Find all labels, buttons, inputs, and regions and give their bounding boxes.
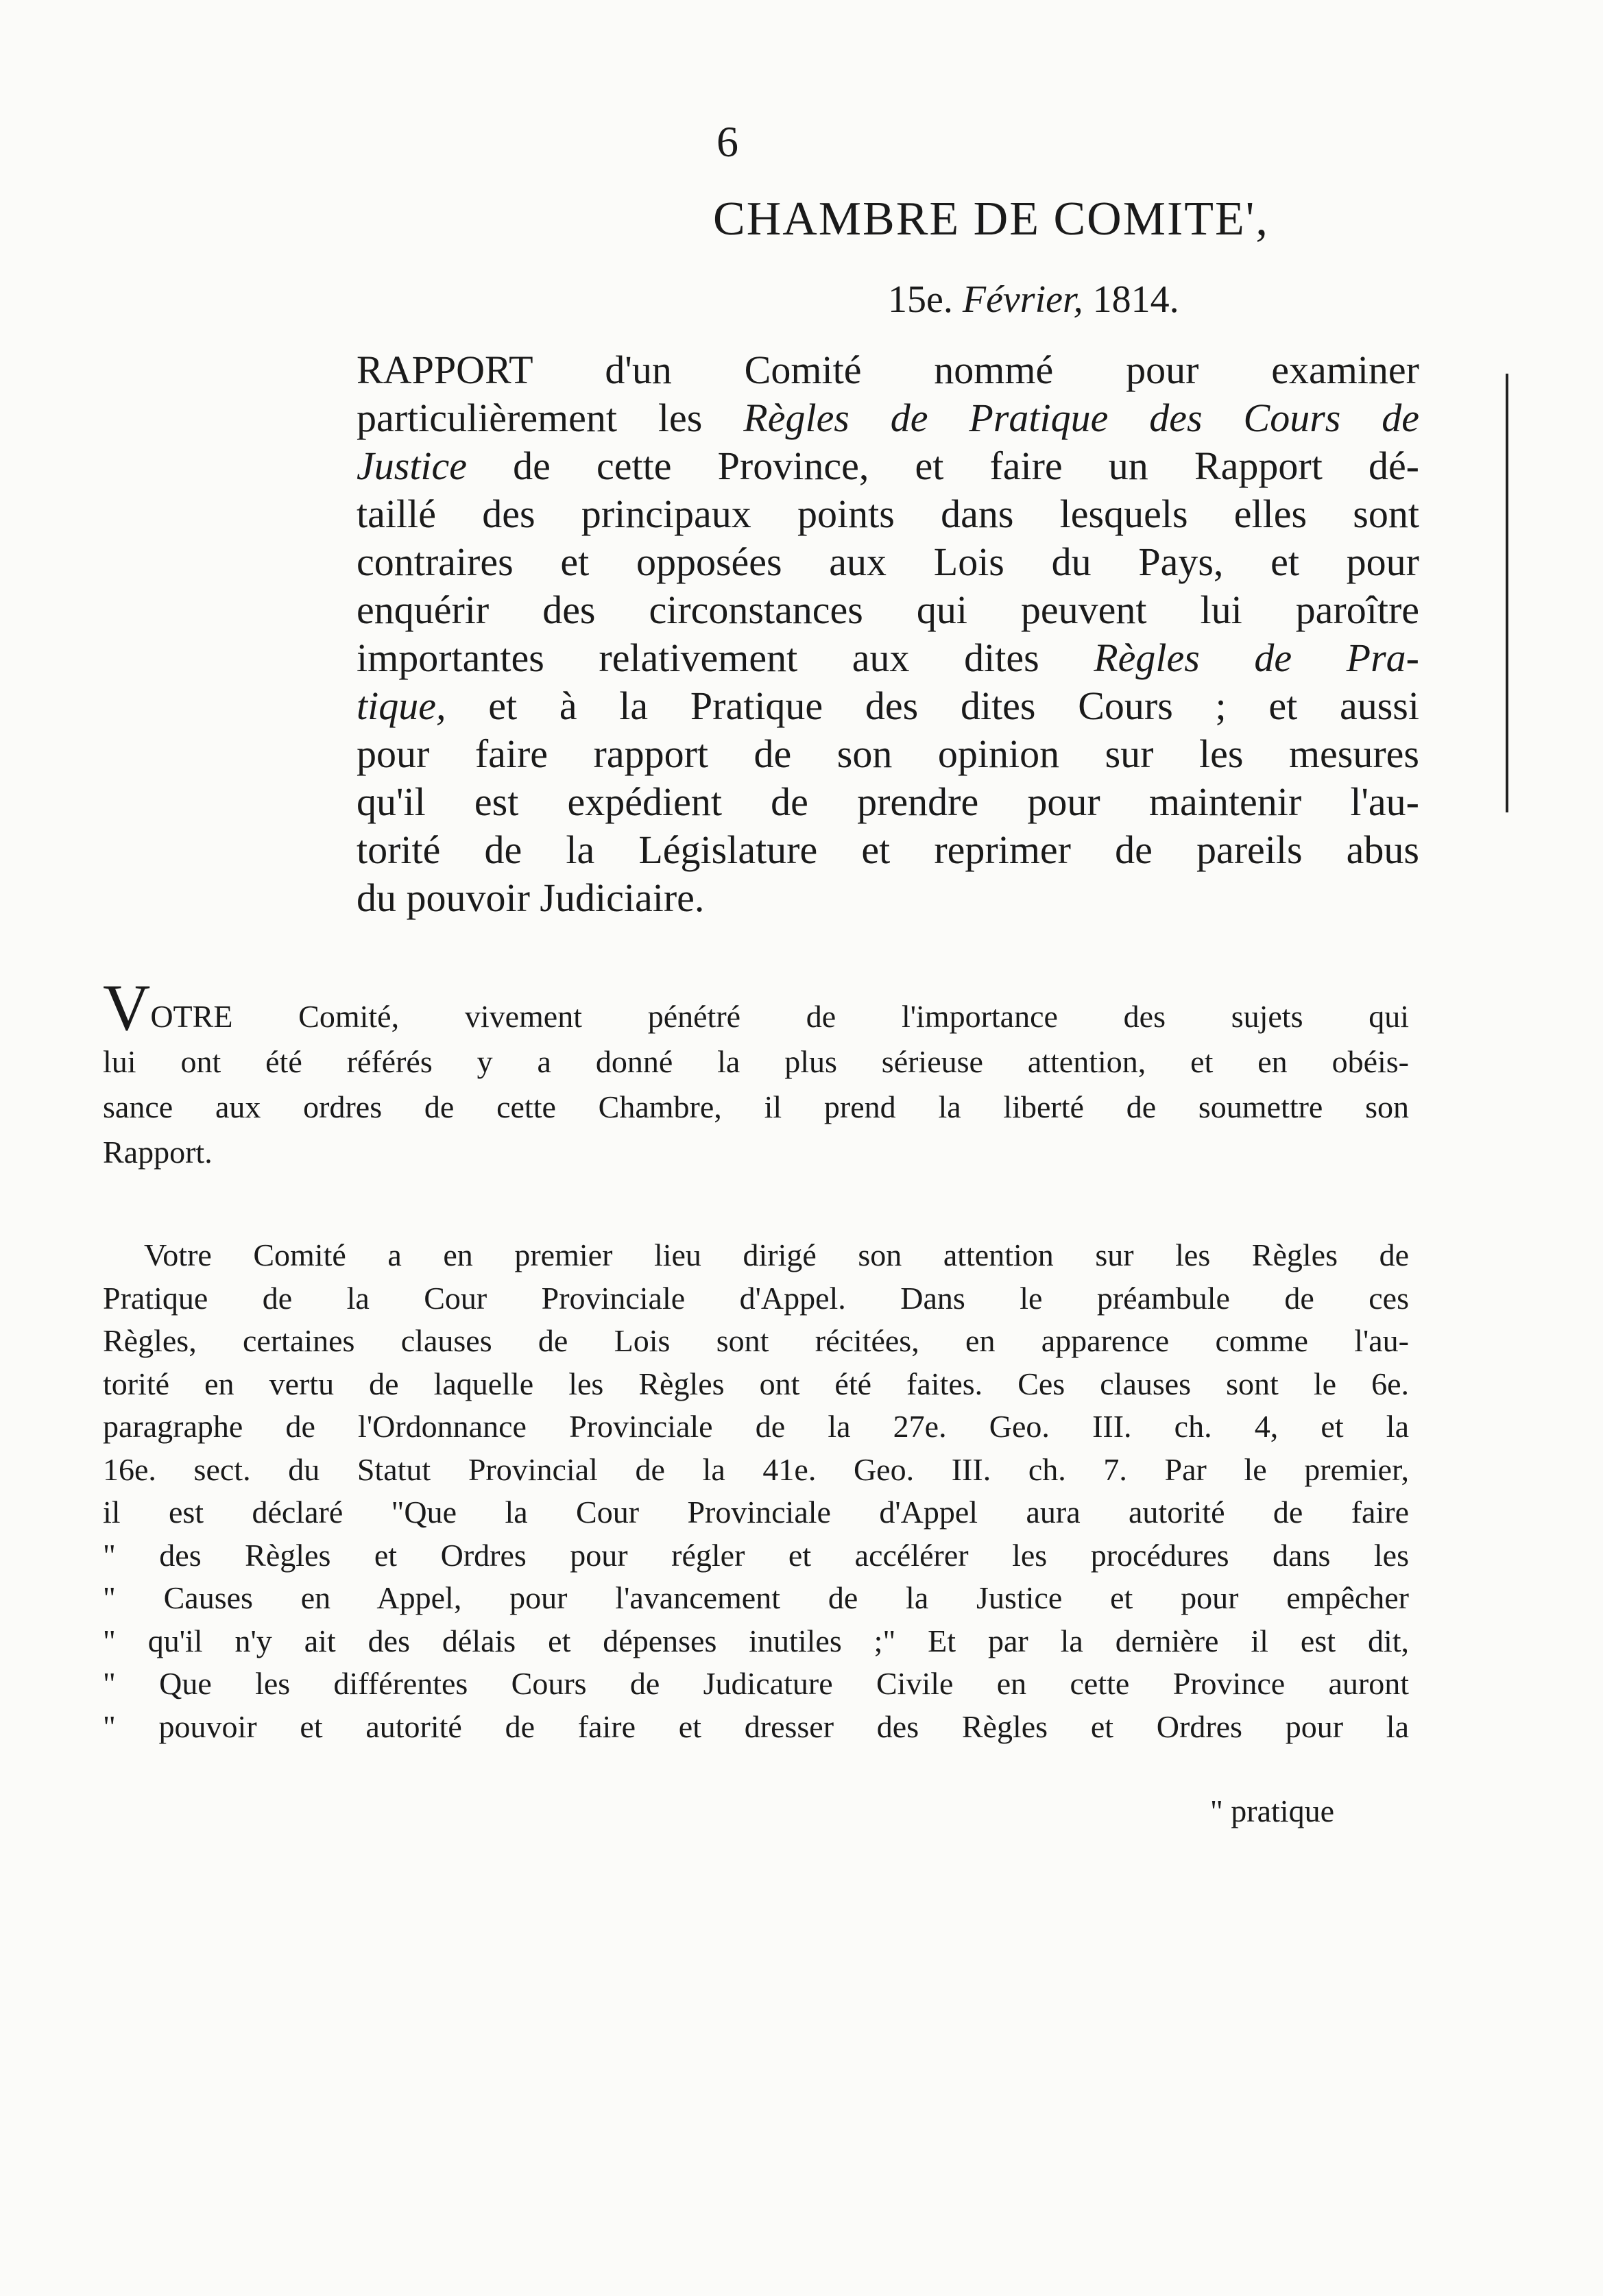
date-line [888, 278, 1179, 322]
report-line-12: du pouvoir Judiciaire. [357, 875, 705, 920]
catchword: " pratique [1210, 1793, 1334, 1828]
body-line-7: il est déclaré "Que la Cour Provinciale d'Appel aura autorité de faire [103, 1495, 1409, 1530]
date-day: 15e. [888, 278, 953, 321]
margin-bracket [1506, 374, 1514, 812]
report-line-3: Justice de cette Province, et faire un Rapport dé- [357, 444, 1419, 488]
body-line-12: " pouvoir et autorité de faire et dresser des Règles et Ordres pour la [103, 1708, 1409, 1744]
body-line-11: " Que les différentes Cours de Judicature Civile en cette Province auront [103, 1666, 1409, 1701]
body-line-10: " qu'il n'y ait des délais et dépenses inutiles ;" Et par la dernière il est dit, [103, 1623, 1409, 1658]
page-number: 6 [716, 117, 738, 166]
votre-line-2: lui ont été référés y a donné la plus sérieuse attention, et en obéis- [103, 1044, 1409, 1079]
report-line-8: tique, et à la Pratique des dites Cours ; et aussi [357, 684, 1419, 728]
report-line-5: contraires et opposées aux Lois du Pays, et pour [357, 540, 1419, 584]
report-line-11: torité de la Législature et reprimer de pareils abus [357, 827, 1419, 872]
dropcap-letter: V [103, 971, 151, 1044]
votre-line-1: VOTRE Comité, vivement pénétré de l'importance des sujets qui [103, 971, 1409, 1044]
votre-line-4: Rapport. [103, 1135, 213, 1170]
report-line-9: pour faire rapport de son opinion sur les mesures [357, 732, 1419, 776]
body-line-6: 16e. sect. du Statut Provincial de la 41e. Geo. III. ch. 7. Par le premier, [103, 1451, 1409, 1487]
body-line-5: paragraphe de l'Ordonnance Provinciale de la 27e. Geo. III. ch. 4, et la [103, 1409, 1409, 1444]
chamber-title: CHAMBRE DE COMITE', [713, 193, 1269, 245]
body-line-9: " Causes en Appel, pour l'avancement de la Justice et pour empêcher [103, 1580, 1409, 1615]
votre-paragraph [103, 971, 1409, 1175]
votre-line-3: sance aux ordres de cette Chambre, il prend la liberté de soumettre son [103, 1089, 1409, 1124]
report-line-4: taillé des principaux points dans lesquels elles sont [357, 492, 1419, 536]
body-line-2: Pratique de la Cour Provinciale d'Appel. Dans le préambule de ces [103, 1280, 1409, 1316]
report-line-1: RAPPORT d'un Comité nommé pour examiner [357, 348, 1419, 392]
body-line-4: torité en vertu de laquelle les Règles ont été faites. Ces clauses sont le 6e. [103, 1366, 1409, 1401]
body-line-3: Règles, certaines clauses de Lois sont récitées, en apparence comme l'au- [103, 1323, 1409, 1358]
report-heading [357, 346, 1419, 922]
report-line-7: importantes relativement aux dites Règles de Pra- [357, 636, 1419, 680]
report-line-6: enquérir des circonstances qui peuvent lui paroître [357, 588, 1419, 632]
body-paragraph [103, 1234, 1409, 1748]
body-line-1: Votre Comité a en premier lieu dirigé son attention sur les Règles de [144, 1237, 1409, 1272]
date-month: Février, [962, 278, 1083, 321]
body-line-8: " des Règles et Ordres pour régler et accélérer les procédures dans les [103, 1537, 1409, 1573]
date-year: 1814. [1092, 278, 1179, 321]
report-line-10: qu'il est expédient de prendre pour maintenir l'au- [357, 780, 1419, 824]
report-line-2: particulièrement les Règles de Pratique des Cours de [357, 396, 1420, 440]
